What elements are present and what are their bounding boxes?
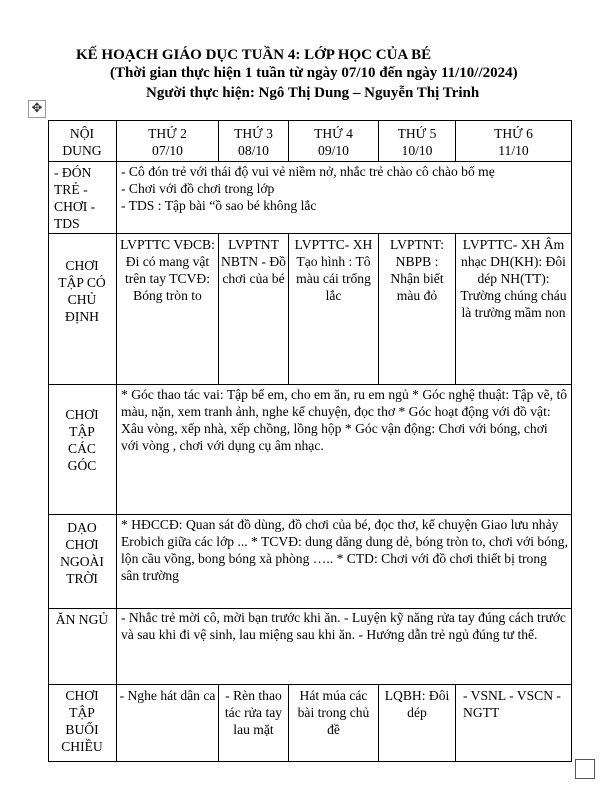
day-date: 08/10 — [238, 143, 269, 158]
ngoai-troi-content: * HĐCCĐ: Quan sát đồ dùng, đồ chơi của bé, đọc thơ, kể chuyện Giao lưu nhảy Erobich giữa các lớp ... * TCVĐ: dung dăng dung dẻ, bóng tròn to, chơi với bóng, lộn cầu vồng, bong bóng xà phòng ….. * CTD: Chơi với đồ chơi thiết bị trong sân trường — [121, 517, 569, 583]
plan-authors: Người thực hiện: Ngô Thị Dung – Nguyễn Thị Trinh — [146, 85, 480, 101]
buoi-chieu-tue: - Rèn thao tác rửa tay lau mặt — [224, 688, 283, 737]
page-corner-box — [575, 759, 595, 779]
row-label-chu-dinh: CHƠI TẬP CÓ CHỦ ĐỊNH — [58, 258, 106, 324]
row-label-cac-goc: CHƠI TẬP CÁC GÓC — [65, 407, 99, 473]
day-name: THỨ 2 — [148, 126, 187, 141]
don-tre-content — [117, 163, 571, 214]
schedule-table — [48, 120, 572, 762]
row-label-buoi-chieu: CHƠI TẬP BUỔI CHIỀU — [61, 688, 103, 754]
an-ngu-content: - Nhắc trẻ mời cô, mời bạn trước khi ăn. - Luyện kỹ năng rửa tay đúng cách trước và sau khi đi vệ sinh, lau miệng sau khi ăn. - Hướng dẫn trẻ ngủ đúng tư thế. — [121, 610, 566, 642]
day-date: 09/10 — [318, 143, 349, 158]
chu-dinh-tue: LVPTNT NBTN - Đồ chơi của bé — [221, 237, 286, 286]
day-header-5 — [456, 125, 571, 159]
day-header-3 — [289, 125, 378, 159]
chu-dinh-wed: LVPTTC- XH Tạo hình : Tô màu cái trống lắc — [294, 237, 373, 303]
row-label-don-tre: - ĐÓN TRẺ - CHƠI - TDS — [54, 165, 96, 231]
day-header-4 — [379, 125, 455, 159]
row-label-ngoai-troi: DẠO CHƠI NGOÀI TRỜI — [60, 520, 104, 586]
buoi-chieu-wed: Hát múa các bài trong chủ đề — [297, 688, 370, 737]
row-label-an-ngu: ĂN NGỦ — [55, 612, 109, 627]
cac-goc-content: * Góc thao tác vai: Tập bế em, cho em ăn, ru em ngủ * Góc nghệ thuật: Tập vẽ, tô màu, nặn, xem tranh ảnh, nghe kể chuyện, đọc thơ * Góc hoạt động với đồ vật: Xâu vòng, xếp nhà, xếp chồng, lồng hộp * Góc vận động: Chơi với bóng, chơi với vòng , chơi với dụng cụ âm nhạc. — [121, 387, 568, 453]
day-header-1 — [117, 125, 218, 159]
plan-title: KẾ HOẠCH GIÁO DỤC TUẦN 4: LỚP HỌC CỦA BÉ — [76, 47, 432, 63]
chu-dinh-thu: LVPTNT: NBPB : Nhận biết màu đỏ — [390, 237, 444, 303]
plan-time-range: (Thời gian thực hiện 1 tuần từ ngày 07/10 đến ngày 11/10//2024) — [110, 65, 518, 81]
move-arrows-icon[interactable]: ✥ — [28, 100, 46, 118]
day-date: 10/10 — [401, 143, 433, 158]
don-tre-line: - TDS : Tập bài “ồ sao bé không lắc — [121, 198, 317, 213]
day-date: 07/10 — [152, 143, 183, 158]
chu-dinh-mon: LVPTTC VĐCB: Đi có mang vật trên tay TCVĐ: Bóng tròn to — [120, 237, 215, 303]
buoi-chieu-fri: - VSNL - VSCN - NGTT — [463, 688, 561, 720]
day-name: THỨ 4 — [314, 126, 353, 141]
buoi-chieu-mon: - Nghe hát dân ca — [119, 688, 216, 703]
don-tre-line: - Cô đón trẻ với thái độ vui vẻ niềm nở, nhắc trẻ chào cô chào bố mẹ — [121, 164, 495, 179]
day-header-2 — [219, 125, 288, 159]
day-date: 11/10 — [498, 143, 529, 158]
day-name: THỨ 3 — [234, 126, 273, 141]
day-name: THỨ 5 — [397, 126, 437, 141]
don-tre-line: - Chơi với đồ chơi trong lớp — [121, 181, 275, 196]
chu-dinh-fri: LVPTTC- XH Âm nhạc DH(KH): Đôi dép NH(TT): Trường chúng cháu là trường mầm non — [460, 237, 567, 320]
day-name: THỨ 6 — [494, 126, 533, 141]
corner-label: NỘI DUNG — [62, 126, 102, 158]
buoi-chieu-thu: LQBH: Đôi dép — [384, 688, 450, 720]
